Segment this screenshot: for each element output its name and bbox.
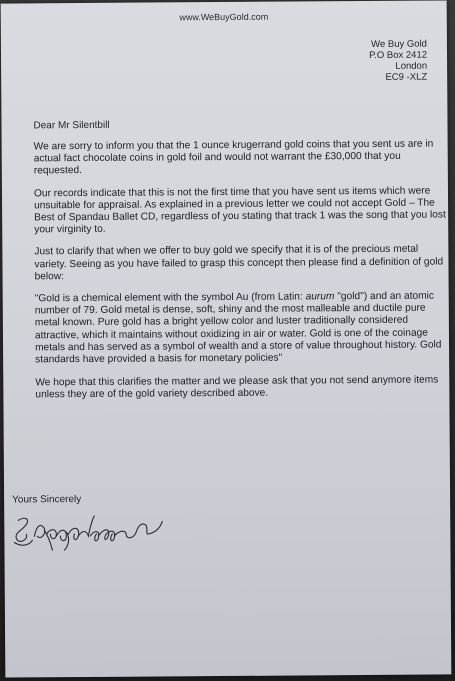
paragraph-final-request: We hope that this clarifies the matter and we please ask that you not send anymore items unless they are of the gold variety described above.	[35, 374, 439, 401]
quote-start: "Gold is a chemical element with the symbol Au (from Latin:	[34, 291, 306, 305]
paragraph-chocolate-coins: We are sorry to inform you that the 1 ounce krugerrand gold coins that you sent us are in actual fact chocolate coins in gold foil and would not warrant the £30,000 that you requested.	[33, 138, 434, 177]
address-line-pobox: P.O Box 2412	[369, 49, 428, 61]
letterhead-website: www.WeBuyGold.com	[179, 11, 269, 23]
handwritten-signature	[10, 505, 185, 556]
closing: Yours Sincerely	[12, 494, 82, 506]
address-line-postcode: EC9 -XLZ	[385, 71, 428, 83]
address-line-name: We Buy Gold	[371, 38, 427, 50]
quote-rest: "gold") and an atomic number of 79. Gold metal is dense, soft, shiny and the most malleable and ductile pure metal known. Pure gold has a bright yellow color and luster traditionally considered attractive, which it maintains without oxidizing in air or water. Gold is one of the coinage metals and has served as a symbol of wealth and a store of value throughout history. Gold standards have provided a basis for monetary policies"	[34, 290, 442, 366]
quote-latin-term: aurum	[305, 291, 335, 303]
paragraph-clarify: Just to clarify that when we offer to buy gold we specify that it is of the precious metal variety. Seeing as you have failed to grasp this concept then please find a definition of gold below:	[34, 244, 444, 283]
letter-page	[1, 0, 452, 677]
salutation: Dear Mr Silentbill	[33, 119, 110, 132]
address-line-city: London	[395, 60, 428, 72]
paragraph-spandau-ballet: Our records indicate that this is not the first time that you have sent us items which were unsuitable for appraisal. As explained in a previous letter we could not accept Gold – The Best of Spandau Ballet CD, regardless of you stating that track 1 was the song that you lost your virginity to.	[33, 185, 446, 236]
sender-address	[369, 39, 427, 83]
paragraph-gold-definition	[35, 290, 448, 366]
letter-body	[34, 138, 448, 412]
